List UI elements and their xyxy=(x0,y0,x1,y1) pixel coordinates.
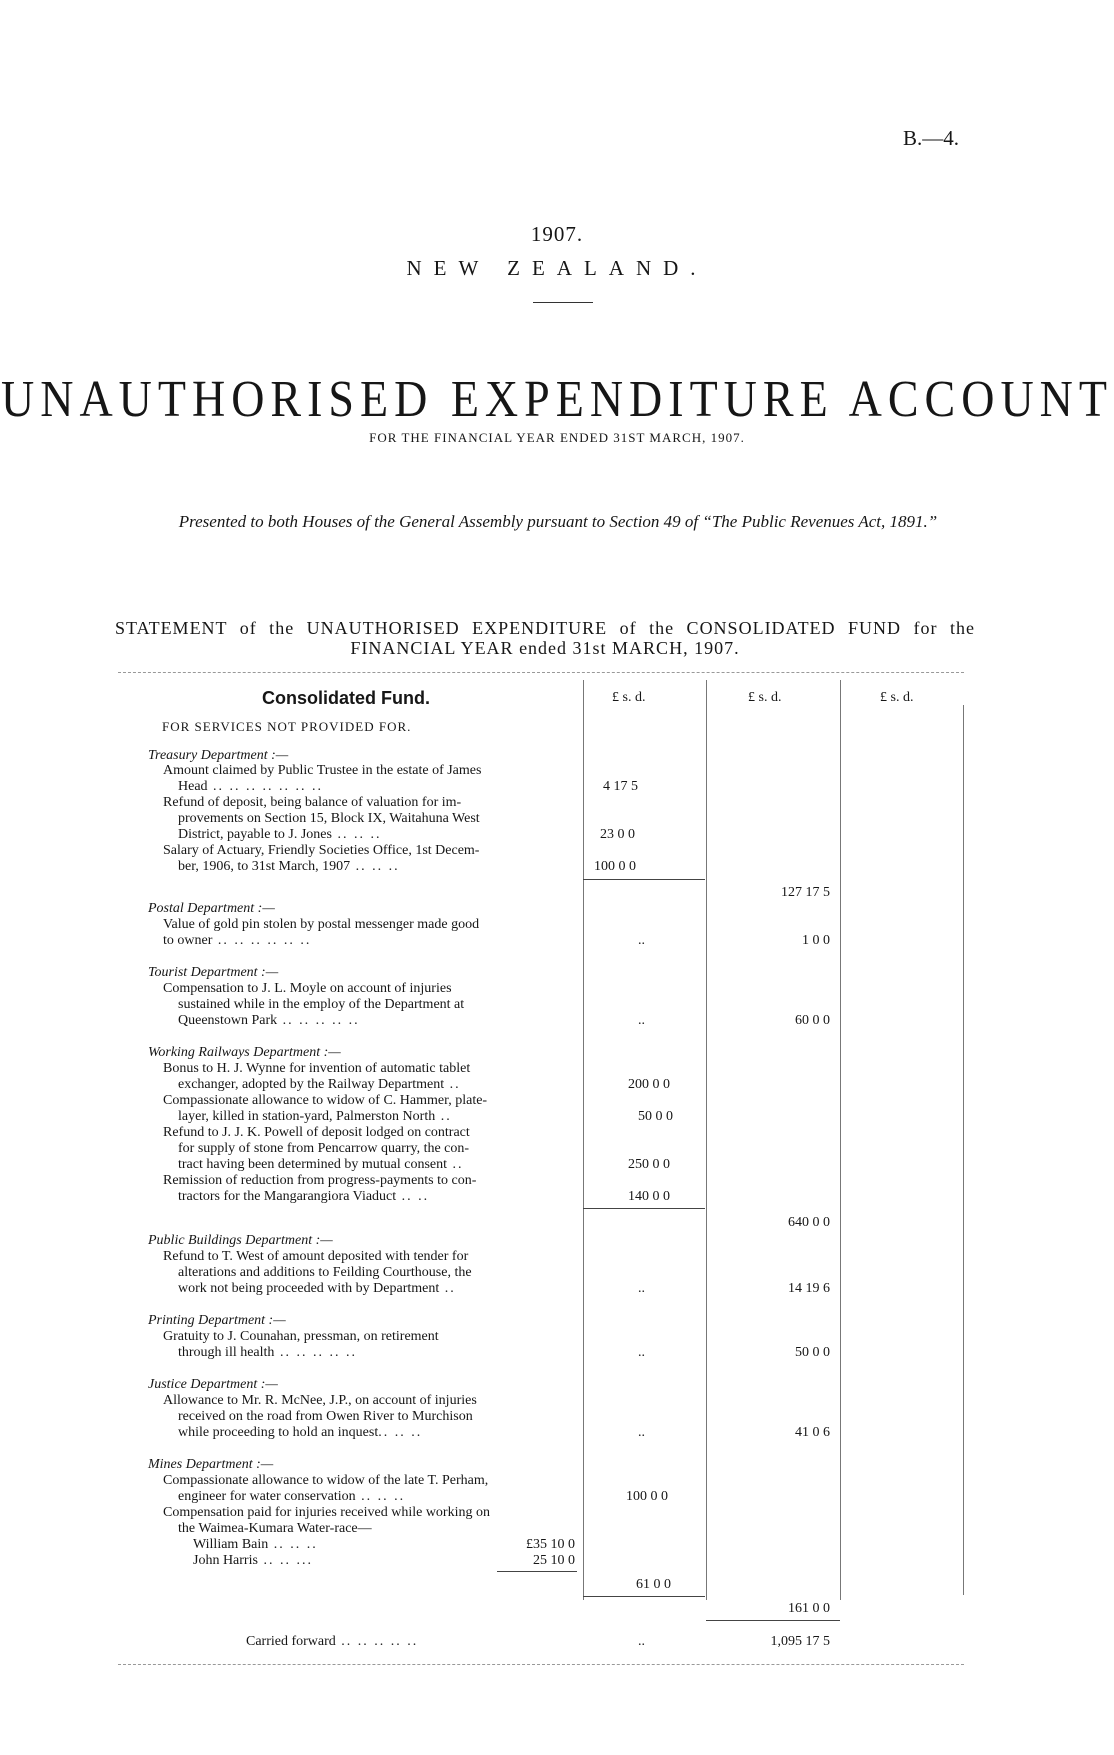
line-item: Bonus to H. J. Wynne for invention of automatic tablet xyxy=(163,1061,471,1076)
line-item: provements on Section 15, Block IX, Waitahuna West xyxy=(178,811,480,826)
leader-dots: .. .. .. xyxy=(355,1489,406,1504)
carried-forward-label: Carried forward xyxy=(246,1634,336,1649)
amount-cell: .. xyxy=(638,1425,645,1440)
amount-cell: 4 17 5 xyxy=(603,779,638,794)
leader-dots: .. xyxy=(444,1077,461,1092)
line-item: Refund to T. West of amount deposited with tender for xyxy=(163,1249,469,1264)
leader-dots: .. .. .. xyxy=(350,859,400,874)
line-text: John Harris xyxy=(193,1553,258,1568)
line-item: Salary of Actuary, Friendly Societies Office, 1st Decem- xyxy=(163,843,480,858)
line-item xyxy=(178,827,381,843)
subtotal-cell: 161 0 0 xyxy=(788,1601,830,1616)
amount-cell: 23 0 0 xyxy=(600,827,635,842)
line-item: the Waimea-Kumara Water-race— xyxy=(178,1521,372,1536)
subtotal-cell: 640 0 0 xyxy=(788,1215,830,1230)
leader-dots: .. .. .. .. .. xyxy=(335,1634,419,1649)
subtotal-rule xyxy=(497,1571,577,1572)
amount-cell: .. xyxy=(638,1634,645,1649)
line-item xyxy=(178,1425,422,1441)
line-text: engineer for water conservation xyxy=(178,1489,356,1504)
line-text: ber, 1906, to 31st March, 1907 xyxy=(178,859,351,874)
leader-dots: .. xyxy=(435,1109,452,1124)
subtotal-rule xyxy=(583,879,705,880)
amount-cell: 100 0 0 xyxy=(626,1489,668,1504)
line-item xyxy=(193,1537,318,1553)
document-title: UNAUTHORISED EXPENDITURE ACCOUNT xyxy=(1,369,1113,428)
amount-cell: 50 0 0 xyxy=(638,1109,673,1124)
dept-treasury: Treasury Department :— xyxy=(148,748,289,763)
column-divider-1 xyxy=(583,680,584,1600)
subtotal-cell: 1 0 0 xyxy=(802,933,830,948)
dept-printing: Printing Department :— xyxy=(148,1313,286,1328)
leader-dots: .. .. .. .. .. xyxy=(277,1013,360,1028)
subtotal-cell: 127 17 5 xyxy=(781,885,830,900)
line-item xyxy=(178,859,400,875)
line-item: Refund to J. J. K. Powell of deposit lodged on contract xyxy=(163,1125,470,1140)
amount-cell: .. xyxy=(638,1013,645,1028)
line-text: William Bain xyxy=(193,1537,269,1552)
leader-dots: .. .. .. .. .. xyxy=(274,1345,357,1360)
document-subtitle: FOR THE FINANCIAL YEAR ENDED 31ST MARCH, 1907. xyxy=(369,430,745,445)
line-item xyxy=(178,1345,357,1361)
section-subheading: FOR SERVICES NOT PROVIDED FOR. xyxy=(162,719,412,734)
amount-cell: 140 0 0 xyxy=(628,1189,670,1204)
table-heading: Consolidated Fund. xyxy=(262,688,430,708)
line-item: Compensation paid for injuries received while working on xyxy=(163,1505,490,1520)
subtotal-rule xyxy=(583,1208,705,1209)
carried-forward-total: 1,095 17 5 xyxy=(770,1634,830,1649)
line-item xyxy=(178,1013,360,1029)
column-divider-4 xyxy=(963,705,964,1595)
carried-forward-row xyxy=(246,1634,418,1650)
line-item: Compassionate allowance to widow of the late T. Perham, xyxy=(163,1473,489,1488)
country-heading: NEW ZEALAND. xyxy=(406,256,708,280)
line-text: exchanger, adopted by the Railway Department xyxy=(178,1077,445,1092)
line-item: Gratuity to J. Counahan, pressman, on retirement xyxy=(163,1329,439,1344)
leader-dots: .. .. .. .. .. .. .. xyxy=(207,779,324,794)
amount-cell: £35 10 0 xyxy=(526,1537,575,1552)
line-item: Compassionate allowance to widow of C. Hammer, plate- xyxy=(163,1093,488,1108)
document-reference: B.—4. xyxy=(903,126,960,150)
line-item: Value of gold pin stolen by postal messenger made good xyxy=(163,917,480,932)
line-text: through ill health xyxy=(178,1345,275,1360)
statement-heading: STATEMENT of the UNAUTHORISED EXPENDITURE of the CONSOLIDATED FUND for the FINANCIAL YEAR ended 31st MARCH, 1907. xyxy=(115,618,975,658)
line-text: work not being proceeded with by Department xyxy=(178,1281,440,1296)
line-item xyxy=(178,779,323,795)
amount-cell: 25 10 0 xyxy=(533,1553,575,1568)
line-item xyxy=(178,1077,461,1093)
dept-justice: Justice Department :— xyxy=(148,1377,278,1392)
line-item xyxy=(178,1109,452,1125)
line-text: Head xyxy=(178,779,208,794)
leader-dots: .. .. xyxy=(396,1189,430,1204)
line-item: Remission of reduction from progress-payments to con- xyxy=(163,1173,477,1188)
subtotal-cell: 41 0 6 xyxy=(795,1425,830,1440)
line-item xyxy=(193,1553,313,1569)
document-year: 1907. xyxy=(530,222,584,246)
amount-cell: .. xyxy=(638,1345,645,1360)
leader-dots: .. xyxy=(439,1281,456,1296)
dept-mines: Mines Department :— xyxy=(148,1457,274,1472)
line-item xyxy=(178,1281,456,1297)
line-item: sustained while in the employ of the Department at xyxy=(178,997,465,1012)
dept-postal: Postal Department :— xyxy=(148,901,275,916)
amount-cell: 200 0 0 xyxy=(628,1077,670,1092)
header-divider xyxy=(533,302,593,303)
amount-cell: 61 0 0 xyxy=(636,1577,671,1592)
amount-cell: 100 0 0 xyxy=(594,859,636,874)
subtotal-cell: 60 0 0 xyxy=(795,1013,830,1028)
line-item: Compensation to J. L. Moyle on account of injuries xyxy=(163,981,452,996)
line-item: received on the road from Owen River to Murchison xyxy=(178,1409,473,1424)
line-text: tract having been determined by mutual consent xyxy=(178,1157,448,1172)
line-item xyxy=(178,1157,464,1173)
line-text: while proceeding to hold an inquest xyxy=(178,1425,379,1440)
line-item: for supply of stone from Pencarrow quarry, the con- xyxy=(178,1141,470,1156)
table-bottom-rule xyxy=(118,1664,964,1665)
subtotal-cell: 14 19 6 xyxy=(788,1281,830,1296)
col-header-2: £ s. d. xyxy=(748,690,782,705)
amount-cell: 250 0 0 xyxy=(628,1157,670,1172)
leader-dots: .. .. ... xyxy=(257,1553,313,1568)
line-item xyxy=(163,933,311,949)
subtotal-cell: 50 0 0 xyxy=(795,1345,830,1360)
line-item xyxy=(178,1189,429,1205)
line-text: tractors for the Mangarangiora Viaduct xyxy=(178,1189,397,1204)
line-item: alterations and additions to Feilding Courthouse, the xyxy=(178,1265,472,1280)
dept-railways: Working Railways Department :— xyxy=(148,1045,341,1060)
leader-dots: .. xyxy=(447,1157,464,1172)
line-text: layer, killed in station-yard, Palmerston North xyxy=(178,1109,436,1124)
line-item: Amount claimed by Public Trustee in the estate of James xyxy=(163,763,482,778)
leader-dots: .. .. .. xyxy=(331,827,382,842)
dept-tourist: Tourist Department :— xyxy=(148,965,279,980)
leader-dots: .. .. .. .. .. .. xyxy=(212,933,312,948)
line-item: Allowance to Mr. R. McNee, J.P., on account of injuries xyxy=(163,1393,477,1408)
col-header-1: £ s. d. xyxy=(612,690,646,705)
line-text: District, payable to J. Jones xyxy=(178,827,332,842)
col-header-3: £ s. d. xyxy=(880,690,914,705)
table-top-rule xyxy=(118,672,964,673)
dept-public-buildings: Public Buildings Department :— xyxy=(148,1233,333,1248)
subtotal-rule xyxy=(583,1596,705,1597)
line-item xyxy=(178,1489,405,1505)
column-divider-3 xyxy=(840,680,841,1600)
column-divider-2 xyxy=(706,680,707,1600)
subtotal-rule xyxy=(706,1620,840,1621)
amount-cell: .. xyxy=(638,933,645,948)
presentation-note: Presented to both Houses of the General Assembly pursuant to Section 49 of “The Public Revenues Act, 1891.” xyxy=(178,512,938,531)
line-text: to owner xyxy=(163,933,213,948)
line-text: Queenstown Park xyxy=(178,1013,278,1028)
amount-cell: .. xyxy=(638,1281,645,1296)
leader-dots: .. .. .. xyxy=(378,1425,423,1440)
line-item: Refund of deposit, being balance of valuation for im- xyxy=(163,795,462,810)
leader-dots: .. .. .. xyxy=(268,1537,318,1552)
